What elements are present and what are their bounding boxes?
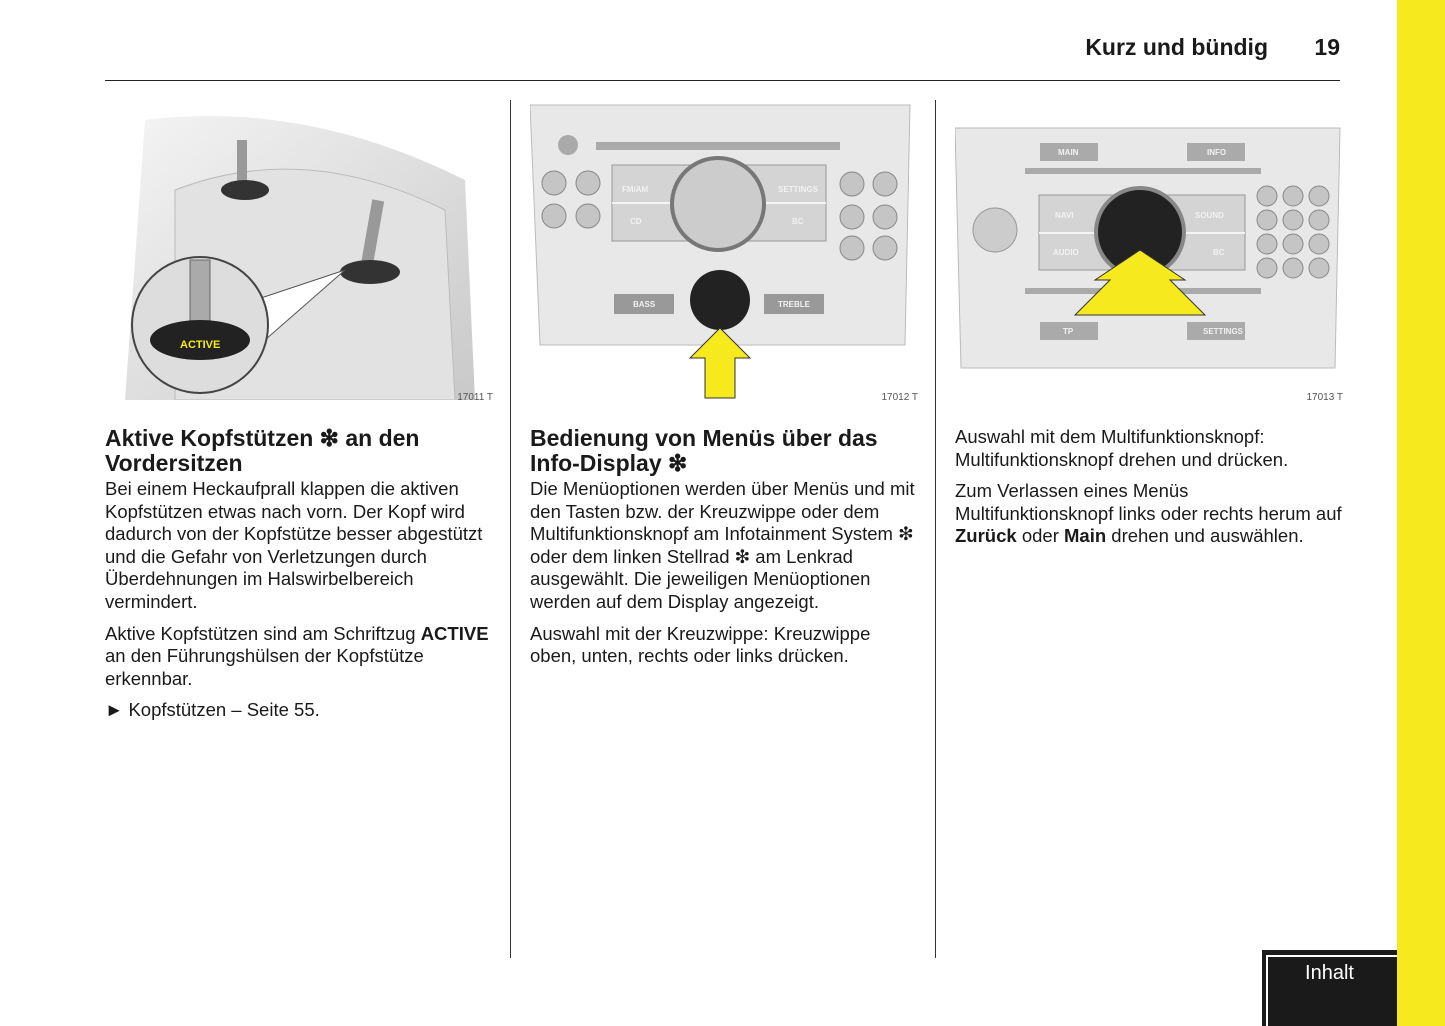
paragraph-text: Aktive Kopfstützen sind am Schriftzug — [105, 622, 421, 644]
button-label-audio: AUDIO — [1053, 248, 1079, 257]
section-heading: Bedienung von Menüs über das Info-Display ❇ — [530, 425, 878, 476]
active-label: ACTIVE — [180, 339, 221, 351]
paragraph-text: Die Menüoptionen werden über Menüs und mit den Tasten bzw. der Kreuzwippe oder dem Multifunktionsknopf am Infotainment System ❇ oder dem linken Stellrad ❇ am Lenkrad ausgewählt. Die jeweiligen Menüoptionen werden auf dem Display angezeigt. — [530, 478, 915, 612]
column-headrests — [105, 100, 493, 731]
body-paragraph — [105, 699, 493, 722]
page-number: 19 — [1314, 34, 1340, 60]
paragraph-text: Zum Verlassen eines Menüs Multifunktionsknopf links oder rechts herum auf — [955, 480, 1342, 524]
bold-term: ACTIVE — [420, 622, 489, 644]
infotainment-crosswippe-illustration — [530, 100, 918, 412]
inhalt-label: Inhalt — [1305, 962, 1354, 984]
figure-code: 17012 T — [881, 392, 918, 403]
button-label-settings: SETTINGS — [1203, 327, 1244, 336]
figure-code: 17011 T — [457, 392, 493, 403]
button-label-bass: BASS — [633, 300, 656, 309]
button-label-bc: BC — [1213, 248, 1225, 257]
paragraph-text: Auswahl mit der Kreuzwippe: Kreuzwippe oben, unten, rechts oder links drücken. — [530, 622, 871, 667]
paragraph-text: ► Kopfstützen – Seite 55. — [105, 699, 320, 721]
infotainment-knob-illustration — [955, 100, 1343, 412]
button-label-bc: BC — [792, 217, 804, 226]
paragraph-text: drehen und auswählen. — [1106, 525, 1304, 547]
paragraph-text: an den Führungshülsen der Kopfstütze erkennbar. — [105, 645, 424, 689]
bold-term: Zurück — [955, 525, 1017, 547]
column-multifunction-knob — [955, 100, 1343, 557]
paragraph-text: Bei einem Heckaufprall klappen die aktiven Kopfstützen etwas nach vorn. Der Kopf wird dadurch von der Kopfstütze besser abgestützt und die Gefahr von Verletzungen durch Überdehnungen im Halswirbelbereich vermindert. — [105, 478, 483, 612]
header-rule — [105, 80, 1340, 81]
button-label-treble: TREBLE — [778, 300, 810, 309]
button-label-info: INFO — [1207, 148, 1227, 157]
paragraph-text: Auswahl mit dem Multifunktionsknopf: Multifunktionsknopf drehen und drücken. — [955, 426, 1289, 470]
bold-term: Main — [1064, 525, 1107, 547]
figure-code: 17013 T — [1306, 392, 1343, 403]
button-label-tp: TP — [1063, 327, 1074, 336]
body-paragraph — [530, 478, 918, 614]
button-label-settings: SETTINGS — [778, 185, 819, 194]
body-paragraph — [955, 480, 1343, 548]
button-label-navi: NAVI — [1055, 211, 1074, 220]
body-paragraph — [955, 426, 1343, 471]
body-paragraph — [530, 623, 918, 668]
yellow-side-bar — [1397, 0, 1445, 1026]
table-of-contents-button[interactable] — [1262, 950, 1397, 1026]
column-divider — [935, 100, 936, 958]
button-label-cd: CD — [630, 217, 642, 226]
paragraph-text: oder — [1016, 525, 1064, 547]
button-label-sound: SOUND — [1195, 211, 1224, 220]
button-label-main: MAIN — [1058, 148, 1079, 157]
body-paragraph — [105, 623, 493, 691]
column-divider — [510, 100, 511, 958]
headrest-illustration — [105, 100, 493, 412]
button-label-fm-am: FM/AM — [622, 185, 649, 194]
section-heading: Aktive Kopfstützen ❇ an den Vordersitzen — [105, 425, 420, 476]
chapter-title: Kurz und bündig — [1085, 34, 1268, 60]
body-paragraph — [105, 478, 493, 614]
column-menus — [530, 100, 918, 677]
